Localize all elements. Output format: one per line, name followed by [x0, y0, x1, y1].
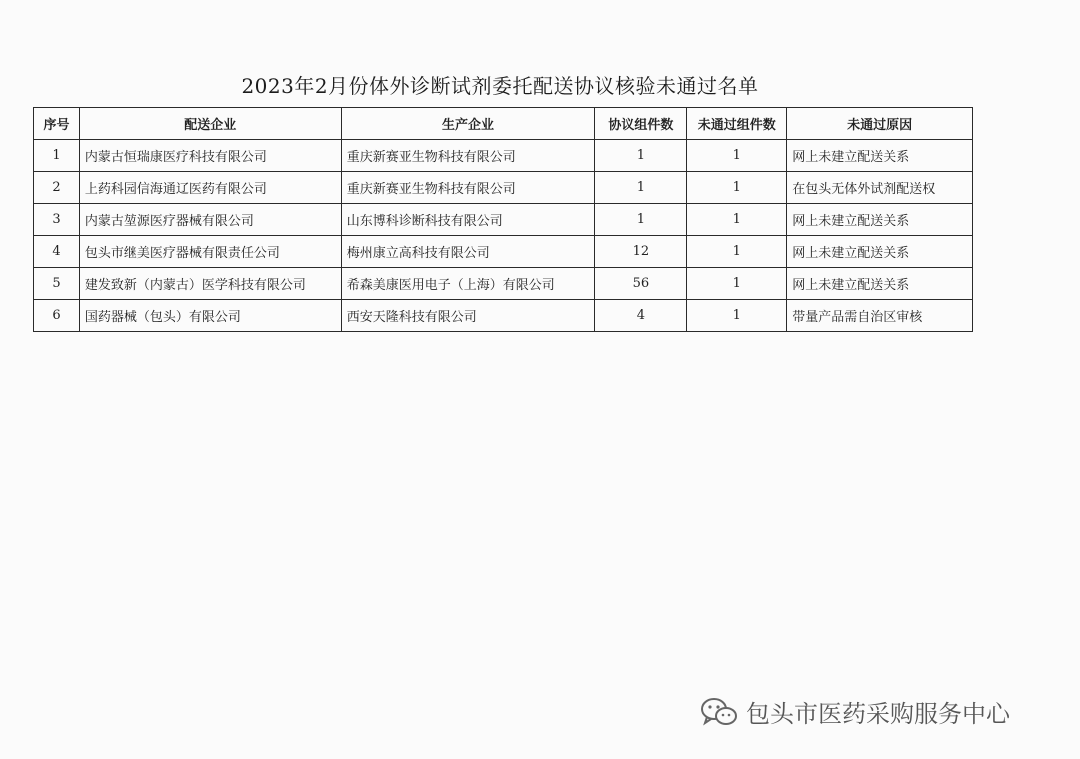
header-manufacturer: 生产企业: [341, 108, 595, 140]
table-header-row: [34, 108, 973, 140]
watermark-text: 包头市医药采购服务中心: [746, 700, 1010, 728]
row-failed-count: 1: [687, 172, 787, 204]
row-failure-reason: 在包头无体外试剂配送权: [787, 172, 973, 204]
header-failed-count: 未通过组件数: [687, 108, 787, 140]
table-row: [34, 204, 973, 236]
row-distributor: 包头市继美医疗器械有限责任公司: [79, 236, 341, 268]
row-distributor: 内蒙古堃源医疗器械有限公司: [79, 204, 341, 236]
row-manufacturer: 希森美康医用电子（上海）有限公司: [341, 268, 595, 300]
row-failure-reason: 网上未建立配送关系: [787, 204, 973, 236]
table-row: [34, 300, 973, 332]
row-manufacturer: 西安天隆科技有限公司: [341, 300, 595, 332]
row-manufacturer: 重庆新赛亚生物科技有限公司: [341, 172, 595, 204]
row-failed-count: 1: [687, 236, 787, 268]
failed-list-table: [33, 107, 973, 332]
row-failure-reason: 带量产品需自治区审核: [787, 300, 973, 332]
row-agreement-count: 12: [595, 236, 687, 268]
row-agreement-count: 4: [595, 300, 687, 332]
table-row: [34, 236, 973, 268]
row-manufacturer: 山东博科诊断科技有限公司: [341, 204, 595, 236]
document-title: 2023年2月份体外诊断试剂委托配送协议核验未通过名单: [241, 74, 759, 98]
header-failure-reason: 未通过原因: [787, 108, 973, 140]
row-index: 6: [34, 300, 80, 332]
row-agreement-count: 1: [595, 204, 687, 236]
row-index: 3: [34, 204, 80, 236]
row-agreement-count: 1: [595, 172, 687, 204]
table-row: [34, 268, 973, 300]
row-failed-count: 1: [687, 300, 787, 332]
row-index: 1: [34, 140, 80, 172]
row-failed-count: 1: [687, 140, 787, 172]
row-manufacturer: 梅州康立高科技有限公司: [341, 236, 595, 268]
row-distributor: 国药器械（包头）有限公司: [79, 300, 341, 332]
header-agreement-count: 协议组件数: [595, 108, 687, 140]
row-failed-count: 1: [687, 268, 787, 300]
row-manufacturer: 重庆新赛亚生物科技有限公司: [341, 140, 595, 172]
table-row: [34, 172, 973, 204]
row-distributor: 建发致新（内蒙古）医学科技有限公司: [79, 268, 341, 300]
header-distributor: 配送企业: [79, 108, 341, 140]
wechat-watermark: [700, 694, 1010, 729]
row-failure-reason: 网上未建立配送关系: [787, 140, 973, 172]
row-distributor: 内蒙古恒瑞康医疗科技有限公司: [79, 140, 341, 172]
row-index: 5: [34, 268, 80, 300]
row-failure-reason: 网上未建立配送关系: [787, 236, 973, 268]
header-index: 序号: [34, 108, 80, 140]
row-agreement-count: 56: [595, 268, 687, 300]
wechat-icon: [700, 696, 738, 728]
row-failed-count: 1: [687, 204, 787, 236]
row-distributor: 上药科园信海通辽医药有限公司: [79, 172, 341, 204]
row-agreement-count: 1: [595, 140, 687, 172]
row-index: 4: [34, 236, 80, 268]
row-failure-reason: 网上未建立配送关系: [787, 268, 973, 300]
table-row: [34, 140, 973, 172]
row-index: 2: [34, 172, 80, 204]
